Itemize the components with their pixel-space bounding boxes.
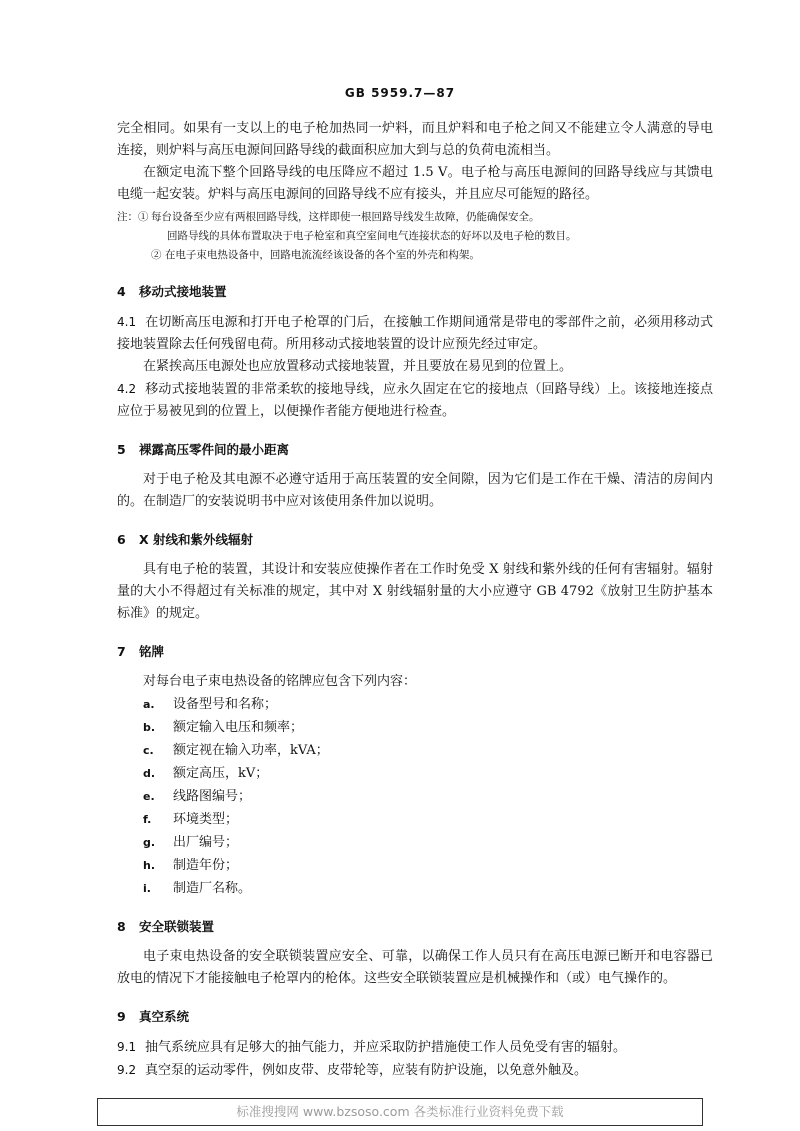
clause-number: 4.2 [117,382,137,396]
list-text: 制造厂名称。 [173,881,252,896]
list-marker: a. [143,698,155,711]
section-7-intro: 对每台电子束电热设备的铭牌应包含下列内容： [143,674,417,689]
section-5-heading [117,441,713,459]
section-number: 5 [117,442,126,457]
section-number: 9 [117,1009,126,1024]
list-text: 制造年份； [173,858,239,873]
section-number: 7 [117,644,126,659]
list-item [117,762,713,785]
list-marker: h. [143,859,156,872]
footer-watermark-banner: 标准搜搜网 www.bzsoso.com 各类标准行业资料免费下载 [97,1098,703,1126]
section-8-paragraph: 电子束电热设备的安全联锁装置应安全、可靠，以确保工作人员只有在高压电源已断开和电容器已放电的情况下才能接触电子枪罩内的枪体。这些安全联锁装置应是机械操作和（或）电气操作的。 [117,949,713,986]
section-number: 8 [117,919,126,934]
list-text: 环境类型； [173,812,239,827]
clause-text: 抽气系统应具有足够大的抽气能力，并应采取防护措施使工作人员免受有害的辐射。 [145,1040,627,1055]
section-title: 铭牌 [139,644,165,659]
note-2 [117,246,713,265]
section-title: 裸露高压零件间的最小距离 [139,442,290,457]
list-text: 出厂编号； [173,835,239,850]
list-marker: b. [143,721,156,734]
list-text: 额定视在输入功率，kVA； [173,743,329,758]
list-text: 设备型号和名称； [173,697,278,712]
clause-4-2 [117,378,713,423]
list-item [117,716,713,739]
list-item [117,693,713,716]
clause-9-2 [117,1059,713,1082]
clause-number: 4.1 [117,315,137,329]
clause-4-1-paragraph-2: 在紧挨高压电源处也应放置移动式接地装置，并且要放在易见到的位置上。 [143,359,573,374]
section-7-heading [117,643,713,661]
list-item [117,877,713,900]
section-6-paragraph: 具有电子枪的装置，其设计和安装应使操作者在工作时免受 X 射线和紫外线的任何有害辐射。辐射量的大小不得超过有关标准的规定，其中对 X 射线辐射量的大小应遵守 GB 4792《放射卫生防护基本标准》的规定。 [117,562,713,621]
note-1 [117,208,713,227]
section-6-heading [117,531,713,549]
note-2-text: 在电子束电热设备中，回路电流流经该设备的各个室的外壳和构架。 [164,249,480,261]
list-item [117,831,713,854]
section-5-paragraph: 对于电子枪及其电源不必遵守适用于高压装置的安全间隙，因为它们是工作在干燥、清洁的房间内的。在制造厂的安装说明书中应对该使用条件加以说明。 [117,472,713,509]
standard-code-header: GB 5959.7—87 [344,86,456,100]
intro-paragraph-1: 完全相同。如果有一支以上的电子枪加热同一炉料，而且炉料和电子枪之间又不能建立令人满意的导电连接，则炉料与高压电源间回路导线的截面积应加大到与总的负荷电流相当。 [117,121,713,158]
note-1-continuation: 回路导线的具体布置取决于电子枪室和真空室间电气连接状态的好坏以及电子枪的数目。 [167,230,577,242]
note-2-label: ② [151,249,162,261]
section-4-heading [117,283,713,301]
section-number: 6 [117,532,126,547]
list-marker: i. [143,882,151,895]
clause-text: 移动式接地装置的非常柔软的接地导线，应永久固定在它的接地点（回路导线）上。该接地连接点应位于易被见到的位置上，以便操作者能方便地进行检查。 [117,382,713,419]
section-title: 移动式接地装置 [139,284,227,299]
list-text: 线路图编号； [173,789,252,804]
clause-number: 9.2 [117,1063,137,1077]
clause-text: 在切断高压电源和打开电子枪罩的门后，在接触工作期间通常是带电的零部件之前，必须用移动式接地装置除去任何残留电荷。所用移动式接地装置的设计应预先经过审定。 [117,315,713,352]
note-1-text: 每台设备至少应有两根回路导线，这样即使一根回路导线发生故障，仍能确保安全。 [151,211,540,223]
list-marker: e. [143,790,155,803]
intro-paragraph-2: 在额定电流下整个回路导线的电压降应不超过 1.5 V。电子枪与高压电源间的回路导线应与其馈电电缆一起安装。炉料与高压电源间的回路导线不应有接头，并且应尽可能短的路径。 [117,165,713,202]
nameplate-items-list [117,693,713,900]
list-marker: d. [143,767,156,780]
list-marker: g. [143,836,156,849]
list-marker: c. [143,744,154,757]
section-title: 真空系统 [139,1009,190,1024]
list-item [117,854,713,877]
section-title: X 射线和紫外线辐射 [139,532,253,547]
section-9-heading [117,1008,713,1026]
list-item [117,808,713,831]
list-text: 额定输入电压和频率； [173,720,304,735]
list-marker: f. [143,813,152,826]
section-title: 安全联锁装置 [139,919,215,934]
list-item [117,739,713,762]
section-number: 4 [117,284,126,299]
section-8-heading [117,918,713,936]
clause-text: 真空泵的运动零件，例如皮带、皮带轮等，应装有防护设施，以免意外触及。 [145,1063,588,1078]
list-item [117,785,713,808]
page-content [117,118,713,1082]
clause-9-1 [117,1036,713,1059]
clause-number: 9.1 [117,1040,137,1054]
clause-4-1 [117,311,713,356]
note-label: 注：① [117,211,149,223]
list-text: 额定高压，kV； [173,766,269,781]
